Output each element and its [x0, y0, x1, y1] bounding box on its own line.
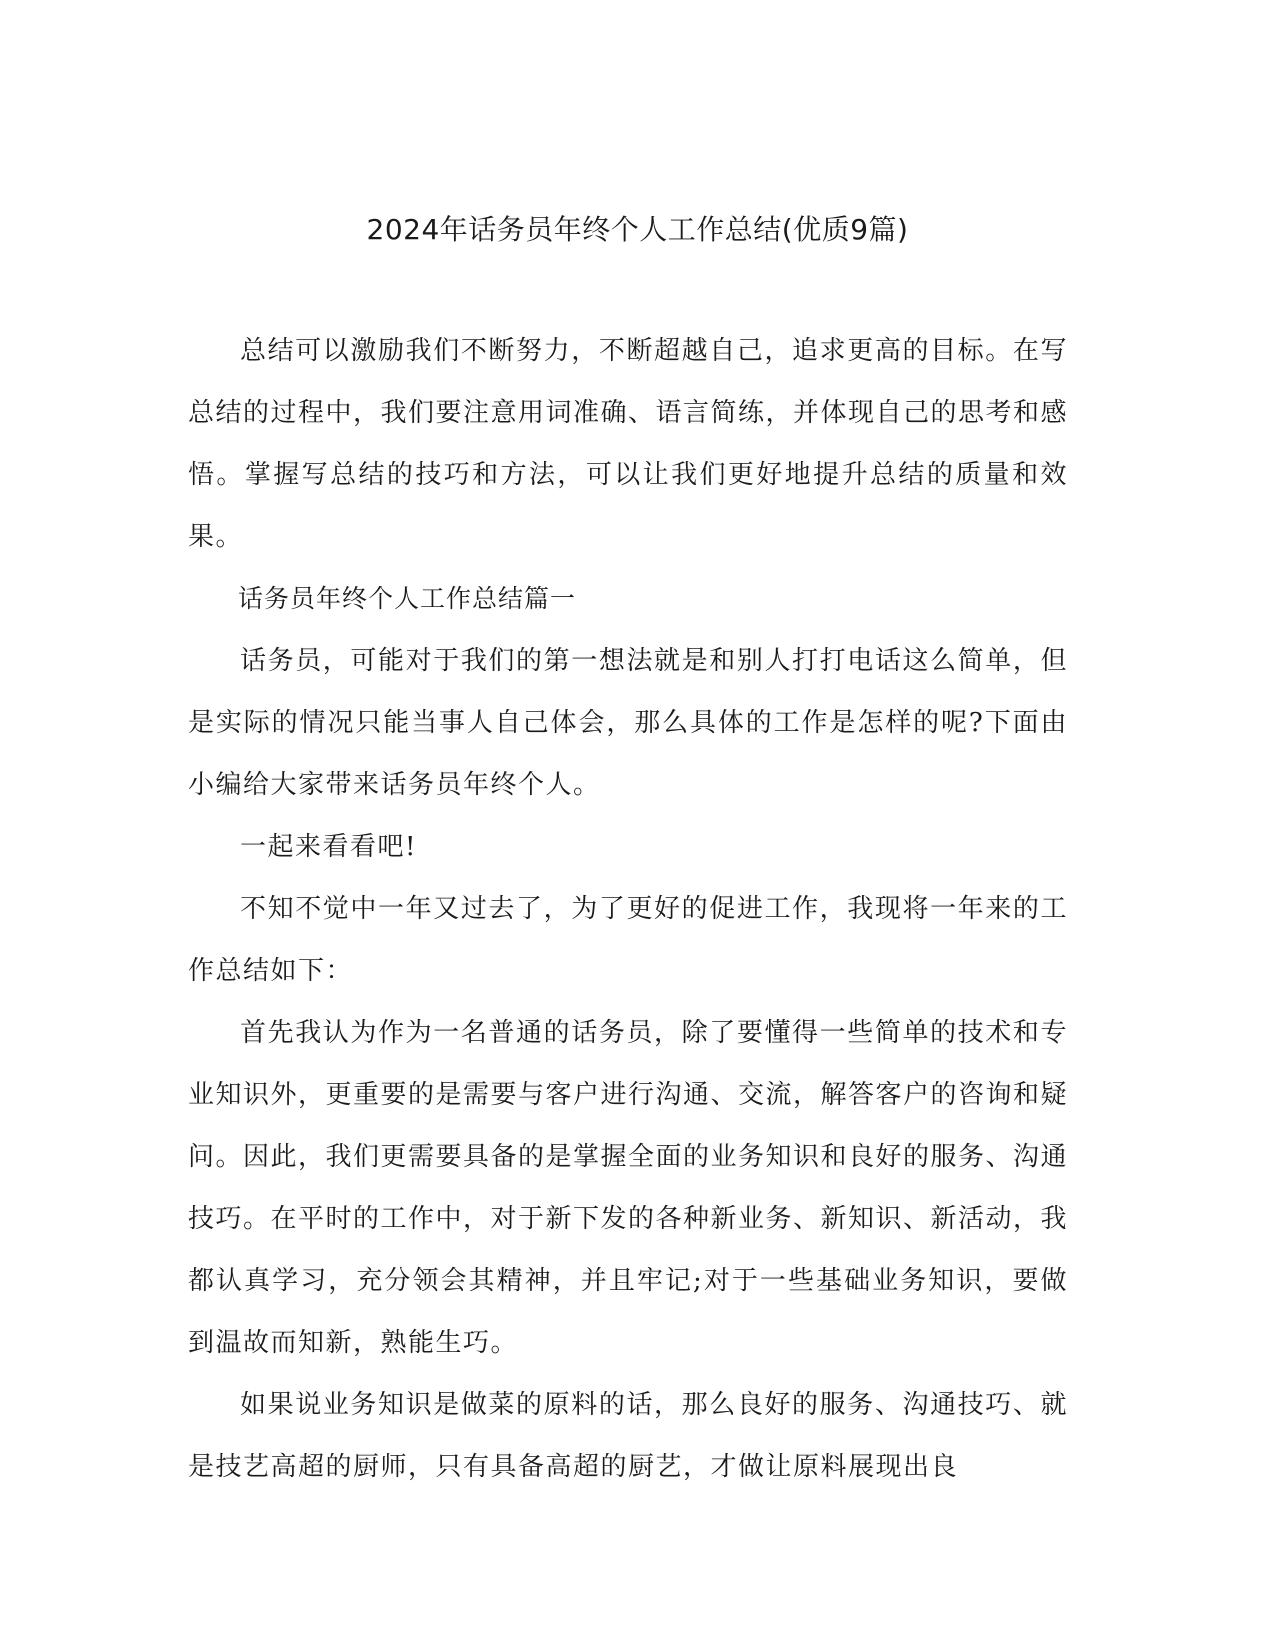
paragraph: 一起来看看吧! [240, 832, 417, 862]
paragraph: 如果说业务知识是做菜的原料的话，那么良好的服务、沟通技巧、就是技艺高超的厨师，只有具备高超的厨艺，才做让原料展现出良 [188, 1390, 1068, 1482]
section-heading: 话务员年终个人工作总结篇一 [238, 584, 577, 613]
paragraph: 不知不觉中一年又过去了，为了更好的促进工作，我现将一年来的工作总结如下： [188, 894, 1068, 986]
document-title: 2024年话务员年终个人工作总结(优质9篇) [366, 213, 909, 246]
paragraph-intro: 总结可以激励我们不断努力，不断超越自己，追求更高的目标。在写总结的过程中，我们要注意用词准确、语言简练，并体现自己的思考和感悟。掌握写总结的技巧和方法，可以让我们更好地提升总结的质量和效果。 [188, 336, 1069, 552]
paragraph: 话务员，可能对于我们的第一想法就是和别人打打电话这么简单，但是实际的情况只能当事人自己体会，那么具体的工作是怎样的呢?下面由小编给大家带来话务员年终个人。 [188, 646, 1068, 800]
document-body [188, 320, 1068, 1498]
paragraph: 首先我认为作为一名普通的话务员，除了要懂得一些简单的技术和专业知识外，更重要的是需要与客户进行沟通、交流，解答客户的咨询和疑问。因此，我们更需要具备的是掌握全面的业务知识和良好的服务、沟通技巧。在平时的工作中，对于新下发的各种新业务、新知识、新活动，我都认真学习，充分领会其精神，并且牢记;对于一些基础业务知识，要做到温故而知新，熟能生巧。 [188, 1018, 1069, 1358]
